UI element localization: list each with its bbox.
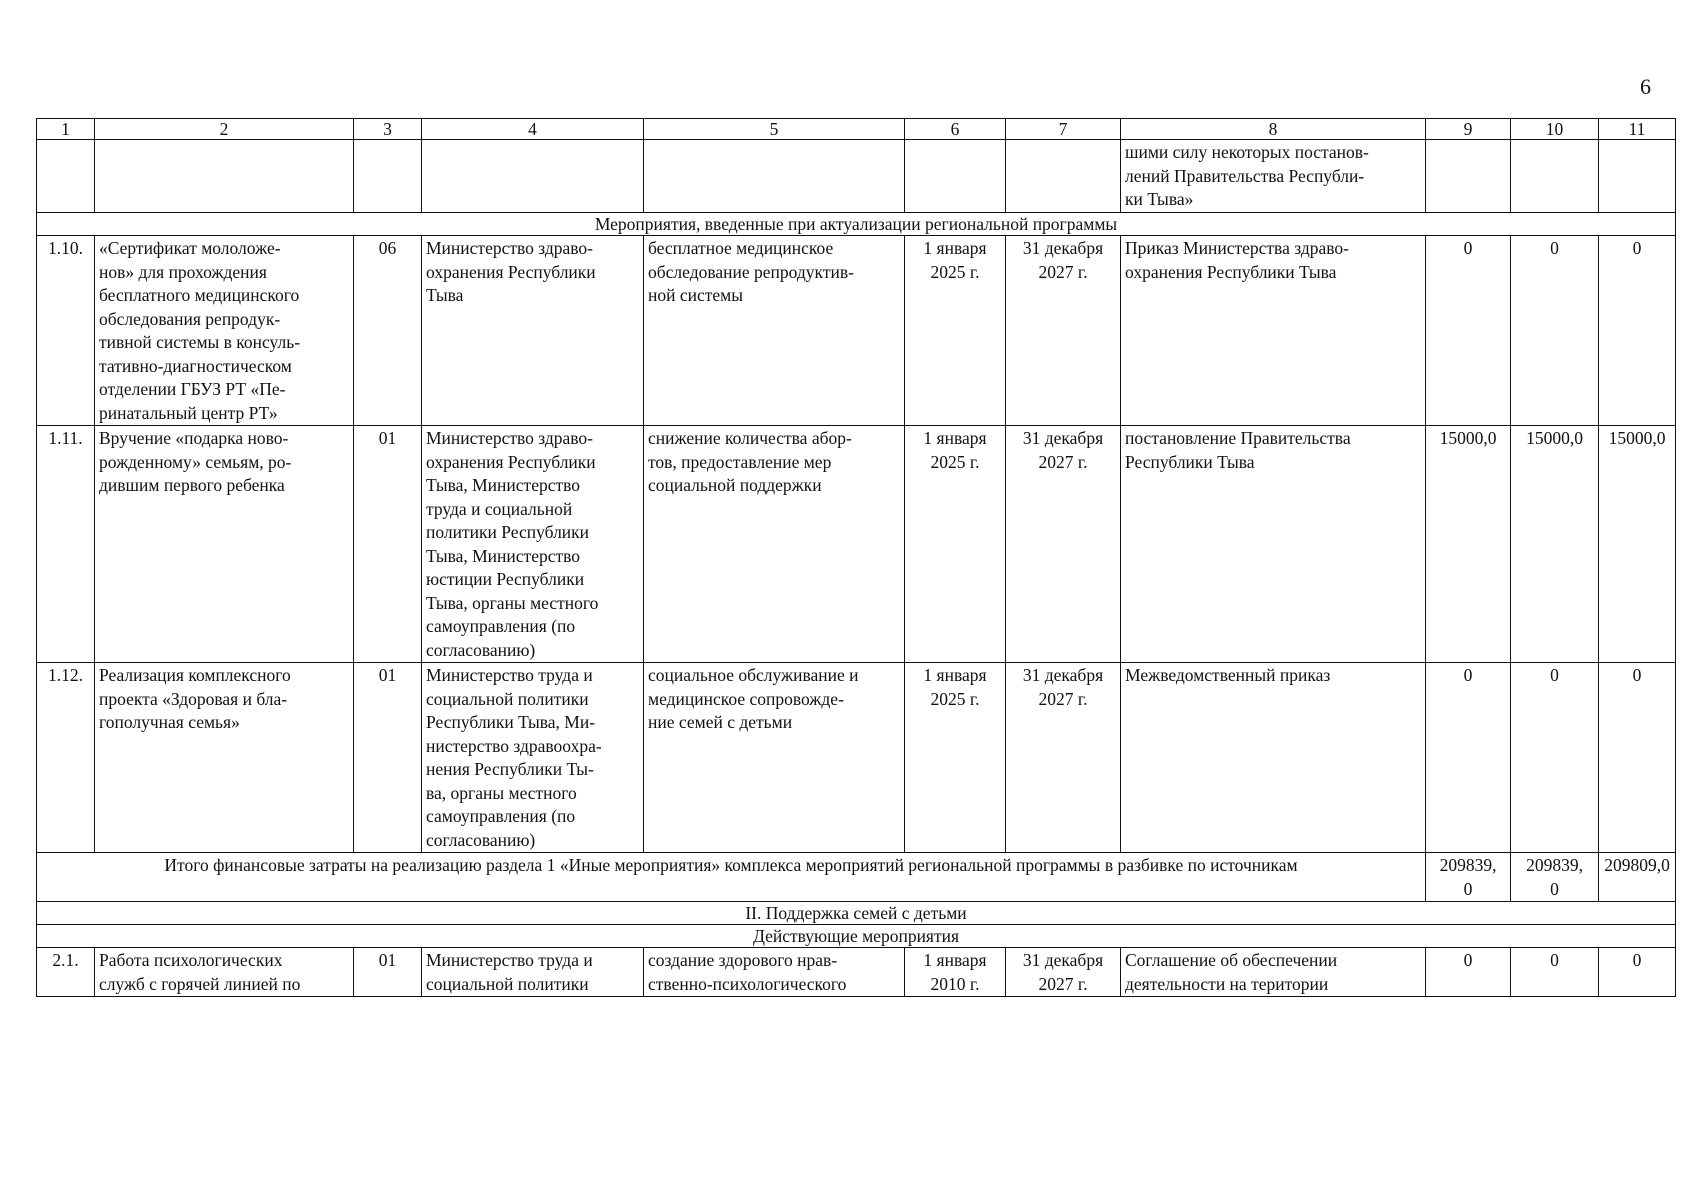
value-col11: 0: [1599, 236, 1676, 426]
column-number: 6: [905, 119, 1006, 140]
measure-name: «Сертификат мололоже- нов» для прохождения бесплатного медицинского обследования репродук- тивной системы в консуль- тативно-диагностическом отделении ГБУЗ РТ «Пе- ринатальный центр РТ»: [95, 236, 354, 426]
executor: Министерство труда и социальной политики: [422, 948, 644, 997]
total-row: [37, 853, 1676, 902]
section-row: [37, 902, 1676, 925]
measures-table: [36, 118, 1676, 997]
document: постановление Правительства Республики Тыва: [1121, 426, 1426, 663]
executor: Министерство труда и социальной политики Республики Тыва, Ми- нистерство здравоохра- нения Республики Ты- ва, органы местного самоуправления (по согласованию): [422, 663, 644, 853]
continuation-text: шими силу некоторых постанов- лений Правительства Республи- ки Тыва»: [1121, 140, 1426, 213]
total-col10: 209839, 0: [1511, 853, 1599, 902]
value-col11: 0: [1599, 663, 1676, 853]
document: Приказ Министерства здраво- охранения Республики Тыва: [1121, 236, 1426, 426]
expected-result: социальное обслуживание и медицинское сопровожде- ние семей с детьми: [644, 663, 905, 853]
section-row: [37, 213, 1676, 236]
value-col11: 15000,0: [1599, 426, 1676, 663]
document: Соглашение об обеспечении деятельности на територии: [1121, 948, 1426, 997]
value-col9: 15000,0: [1426, 426, 1511, 663]
measure-name: Работа психологических служб с горячей линией по: [95, 948, 354, 997]
end-date: 31 декабря 2027 г.: [1006, 426, 1121, 663]
table-row: [37, 236, 1676, 426]
continuation-row: [37, 140, 1676, 213]
table-row: [37, 426, 1676, 663]
column-number: 11: [1599, 119, 1676, 140]
value-col10: 0: [1511, 236, 1599, 426]
end-date: 31 декабря 2027 г.: [1006, 948, 1121, 997]
table-row: [37, 663, 1676, 853]
column-number: 1: [37, 119, 95, 140]
value-col10: 15000,0: [1511, 426, 1599, 663]
expected-result: снижение количества абор- тов, предоставление мер социальной поддержки: [644, 426, 905, 663]
expected-result: создание здорового нрав- ственно-психологического: [644, 948, 905, 997]
start-date: 1 января 2010 г.: [905, 948, 1006, 997]
total-label: Итого финансовые затраты на реализацию раздела 1 «Иные мероприятия» комплекса мероприятий региональной программы в разбивке по источникам: [37, 853, 1426, 902]
executor: Министерство здраво- охранения Республики Тыва, Министерство труда и социальной политики Республики Тыва, Министерство юстиции Республики Тыва, органы местного самоуправления (по согласованию): [422, 426, 644, 663]
value-col10: 0: [1511, 663, 1599, 853]
column-number: 3: [354, 119, 422, 140]
start-date: 1 января 2025 г.: [905, 663, 1006, 853]
row-number: 1.12.: [37, 663, 95, 853]
document: Межведомственный приказ: [1121, 663, 1426, 853]
section-row: [37, 925, 1676, 948]
column-number: 10: [1511, 119, 1599, 140]
code: 01: [354, 663, 422, 853]
column-number: 7: [1006, 119, 1121, 140]
value-col9: 0: [1426, 236, 1511, 426]
section-title-added: Мероприятия, введенные при актуализации региональной программы: [37, 213, 1676, 236]
page-number: 6: [1640, 74, 1651, 99]
row-number: 2.1.: [37, 948, 95, 997]
value-col9: 0: [1426, 663, 1511, 853]
executor: Министерство здраво- охранения Республики Тыва: [422, 236, 644, 426]
total-col9: 209839, 0: [1426, 853, 1511, 902]
code: 01: [354, 426, 422, 663]
end-date: 31 декабря 2027 г.: [1006, 236, 1121, 426]
table-row: [37, 948, 1676, 997]
expected-result: бесплатное медицинское обследование репродуктив- ной системы: [644, 236, 905, 426]
row-number: 1.11.: [37, 426, 95, 663]
end-date: 31 декабря 2027 г.: [1006, 663, 1121, 853]
section-title-active: Действующие мероприятия: [37, 925, 1676, 948]
code: 06: [354, 236, 422, 426]
row-number: 1.10.: [37, 236, 95, 426]
column-number: 8: [1121, 119, 1426, 140]
total-col11: 209809,0: [1599, 853, 1676, 902]
column-number: 4: [422, 119, 644, 140]
column-number: 9: [1426, 119, 1511, 140]
column-numbers-row: [37, 119, 1676, 140]
measure-name: Вручение «подарка ново- рожденному» семьям, ро- дившим первого ребенка: [95, 426, 354, 663]
value-col11: 0: [1599, 948, 1676, 997]
section-title-ii: II. Поддержка семей с детьми: [37, 902, 1676, 925]
value-col9: 0: [1426, 948, 1511, 997]
start-date: 1 января 2025 г.: [905, 236, 1006, 426]
column-number: 5: [644, 119, 905, 140]
column-number: 2: [95, 119, 354, 140]
value-col10: 0: [1511, 948, 1599, 997]
code: 01: [354, 948, 422, 997]
measure-name: Реализация комплексного проекта «Здоровая и бла- гополучная семья»: [95, 663, 354, 853]
start-date: 1 января 2025 г.: [905, 426, 1006, 663]
